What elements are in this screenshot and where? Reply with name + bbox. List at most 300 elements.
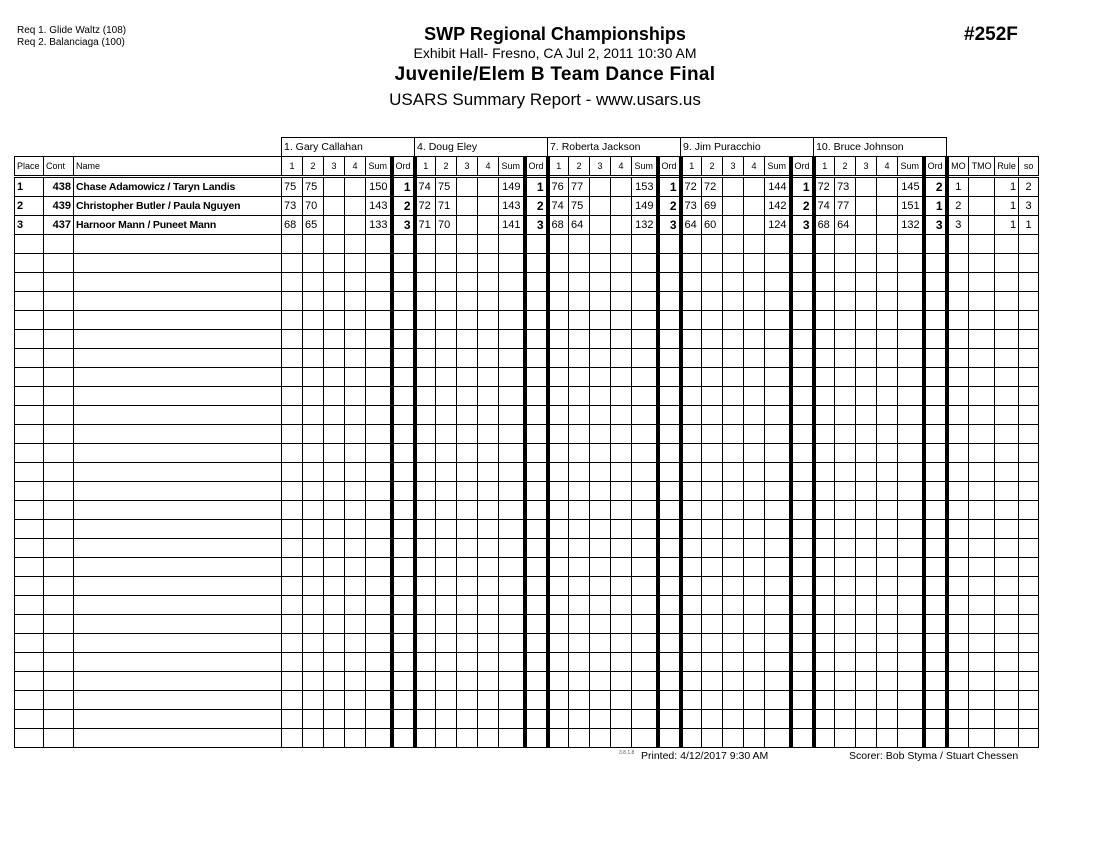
empty-cell: [765, 387, 791, 406]
rule-cell: 1: [995, 216, 1019, 235]
judge4-s1-cell: 73: [681, 197, 702, 216]
empty-cell: [765, 273, 791, 292]
empty-cell: [303, 292, 324, 311]
empty-cell: [658, 501, 681, 520]
empty-cell: [898, 463, 924, 482]
empty-cell: [436, 311, 457, 330]
empty-cell: [324, 406, 345, 425]
empty-cell: [590, 634, 611, 653]
empty-cell: [765, 425, 791, 444]
empty-cell: [681, 311, 702, 330]
empty-cell: [499, 330, 525, 349]
empty-cell: [658, 615, 681, 634]
empty-cell: [15, 349, 44, 368]
empty-cell: [898, 273, 924, 292]
empty-cell: [835, 501, 856, 520]
empty-cell: [74, 444, 282, 463]
empty-cell: [969, 539, 995, 558]
judge4-s1-cell: 64: [681, 216, 702, 235]
empty-cell: [15, 273, 44, 292]
empty-cell: [324, 444, 345, 463]
tmo-cell: [969, 216, 995, 235]
judge-2-name: 4. Doug Eley: [415, 138, 548, 157]
empty-cell: [723, 539, 744, 558]
contestant-number: 437: [44, 216, 74, 235]
empty-cell: [947, 406, 969, 425]
empty-cell: [569, 577, 590, 596]
empty-cell: [744, 615, 765, 634]
empty-cell: [898, 235, 924, 254]
empty-cell: [44, 520, 74, 539]
empty-cell: [723, 634, 744, 653]
empty-cell: [366, 501, 392, 520]
empty-cell: [791, 558, 814, 577]
empty-cell: [15, 539, 44, 558]
empty-cell: [366, 406, 392, 425]
requirement-2: Req 2. Balanciaga (100): [17, 37, 125, 48]
empty-cell: [791, 311, 814, 330]
empty-row: [15, 292, 1039, 311]
empty-cell: [744, 349, 765, 368]
empty-cell: [15, 235, 44, 254]
empty-cell: [499, 463, 525, 482]
empty-cell: [791, 482, 814, 501]
empty-cell: [814, 729, 835, 748]
empty-cell: [457, 520, 478, 539]
so-cell: 3: [1019, 197, 1039, 216]
empty-cell: [436, 444, 457, 463]
empty-cell: [681, 691, 702, 710]
empty-cell: [856, 444, 877, 463]
judge2-ord-cell: 3: [525, 216, 548, 235]
empty-cell: [1019, 482, 1039, 501]
empty-cell: [969, 273, 995, 292]
empty-cell: [877, 672, 898, 691]
empty-cell: [995, 235, 1019, 254]
empty-cell: [611, 596, 632, 615]
empty-cell: [548, 520, 569, 539]
empty-cell: [898, 520, 924, 539]
empty-cell: [877, 406, 898, 425]
judge1-ord-cell: 1: [392, 177, 415, 197]
empty-cell: [969, 577, 995, 596]
empty-cell: [611, 444, 632, 463]
empty-cell: [791, 653, 814, 672]
empty-cell: [702, 710, 723, 729]
empty-cell: [947, 482, 969, 501]
empty-cell: [282, 653, 303, 672]
empty-cell: [877, 539, 898, 558]
empty-cell: [1019, 425, 1039, 444]
empty-cell: [835, 425, 856, 444]
empty-cell: [702, 634, 723, 653]
empty-cell: [457, 710, 478, 729]
empty-cell: [995, 691, 1019, 710]
empty-cell: [658, 463, 681, 482]
empty-cell: [436, 349, 457, 368]
empty-cell: [723, 653, 744, 672]
empty-cell: [392, 273, 415, 292]
empty-cell: [744, 273, 765, 292]
empty-cell: [478, 273, 499, 292]
judge3-ord-cell: 2: [658, 197, 681, 216]
empty-cell: [791, 729, 814, 748]
empty-cell: [324, 425, 345, 444]
empty-cell: [947, 653, 969, 672]
empty-cell: [835, 691, 856, 710]
empty-cell: [765, 368, 791, 387]
empty-cell: [548, 273, 569, 292]
empty-cell: [744, 368, 765, 387]
empty-cell: [791, 501, 814, 520]
empty-cell: [282, 539, 303, 558]
judge-5-name: 10. Bruce Johnson: [814, 138, 947, 157]
empty-cell: [74, 368, 282, 387]
empty-cell: [681, 387, 702, 406]
empty-cell: [814, 634, 835, 653]
empty-cell: [478, 539, 499, 558]
empty-cell: [415, 672, 436, 691]
empty-cell: [303, 368, 324, 387]
empty-cell: [457, 691, 478, 710]
empty-cell: [525, 615, 548, 634]
empty-cell: [15, 406, 44, 425]
empty-cell: [345, 349, 366, 368]
col-judge5-s4: 4: [877, 157, 898, 177]
empty-cell: [835, 710, 856, 729]
empty-cell: [548, 292, 569, 311]
empty-cell: [898, 330, 924, 349]
empty-row: [15, 691, 1039, 710]
judge4-ord-cell: 1: [791, 177, 814, 197]
judge1-sum-cell: 133: [366, 216, 392, 235]
empty-cell: [525, 653, 548, 672]
empty-cell: [947, 520, 969, 539]
empty-cell: [303, 672, 324, 691]
empty-cell: [345, 729, 366, 748]
empty-cell: [924, 292, 947, 311]
empty-cell: [632, 330, 658, 349]
judge3-s1-cell: 68: [548, 216, 569, 235]
empty-cell: [835, 292, 856, 311]
empty-cell: [898, 615, 924, 634]
empty-cell: [877, 577, 898, 596]
empty-cell: [611, 634, 632, 653]
empty-cell: [947, 368, 969, 387]
empty-cell: [525, 520, 548, 539]
empty-cell: [611, 387, 632, 406]
judge5-s3-cell: [856, 197, 877, 216]
empty-cell: [765, 482, 791, 501]
empty-cell: [723, 520, 744, 539]
empty-cell: [924, 615, 947, 634]
empty-cell: [1019, 235, 1039, 254]
empty-cell: [765, 577, 791, 596]
empty-cell: [924, 463, 947, 482]
empty-cell: [814, 691, 835, 710]
empty-cell: [74, 577, 282, 596]
empty-cell: [765, 653, 791, 672]
empty-cell: [366, 292, 392, 311]
empty-cell: [74, 615, 282, 634]
empty-cell: [658, 425, 681, 444]
empty-cell: [681, 634, 702, 653]
empty-cell: [791, 368, 814, 387]
empty-cell: [392, 520, 415, 539]
empty-cell: [611, 425, 632, 444]
empty-cell: [366, 653, 392, 672]
empty-cell: [415, 577, 436, 596]
empty-cell: [457, 729, 478, 748]
empty-cell: [303, 463, 324, 482]
empty-cell: [856, 235, 877, 254]
empty-cell: [569, 653, 590, 672]
empty-cell: [877, 482, 898, 501]
empty-cell: [303, 444, 324, 463]
empty-cell: [525, 501, 548, 520]
empty-cell: [969, 463, 995, 482]
empty-cell: [324, 235, 345, 254]
judge2-s2-cell: 71: [436, 197, 457, 216]
empty-cell: [590, 501, 611, 520]
empty-cell: [345, 235, 366, 254]
empty-cell: [969, 254, 995, 273]
empty-cell: [282, 596, 303, 615]
empty-cell: [436, 330, 457, 349]
empty-cell: [632, 349, 658, 368]
empty-cell: [995, 577, 1019, 596]
empty-cell: [1019, 672, 1039, 691]
empty-cell: [835, 311, 856, 330]
empty-cell: [744, 425, 765, 444]
empty-cell: [499, 615, 525, 634]
empty-cell: [856, 615, 877, 634]
empty-cell: [969, 672, 995, 691]
empty-cell: [702, 330, 723, 349]
empty-cell: [898, 710, 924, 729]
empty-cell: [995, 634, 1019, 653]
judge2-s1-cell: 72: [415, 197, 436, 216]
empty-cell: [15, 368, 44, 387]
col-judge4-ord: Ord: [791, 157, 814, 177]
empty-cell: [744, 596, 765, 615]
empty-cell: [1019, 349, 1039, 368]
empty-cell: [1019, 520, 1039, 539]
empty-cell: [744, 406, 765, 425]
so-cell: 1: [1019, 216, 1039, 235]
empty-cell: [877, 425, 898, 444]
empty-cell: [499, 254, 525, 273]
empty-cell: [415, 311, 436, 330]
empty-cell: [702, 311, 723, 330]
empty-cell: [947, 444, 969, 463]
empty-cell: [303, 425, 324, 444]
judge3-s4-cell: [611, 216, 632, 235]
col-judge5-s3: 3: [856, 157, 877, 177]
empty-cell: [303, 273, 324, 292]
empty-cell: [1019, 311, 1039, 330]
empty-cell: [765, 501, 791, 520]
empty-cell: [791, 691, 814, 710]
empty-cell: [324, 273, 345, 292]
empty-cell: [924, 273, 947, 292]
empty-cell: [791, 406, 814, 425]
tmo-cell: [969, 197, 995, 216]
empty-cell: [898, 406, 924, 425]
empty-cell: [436, 539, 457, 558]
empty-cell: [791, 330, 814, 349]
judge2-s1-cell: 74: [415, 177, 436, 197]
empty-cell: [856, 539, 877, 558]
empty-cell: [366, 254, 392, 273]
empty-cell: [590, 558, 611, 577]
judge5-sum-cell: 132: [898, 216, 924, 235]
empty-cell: [744, 710, 765, 729]
empty-cell: [478, 558, 499, 577]
empty-cell: [814, 596, 835, 615]
empty-cell: [590, 653, 611, 672]
empty-cell: [947, 634, 969, 653]
empty-cell: [835, 482, 856, 501]
empty-cell: [366, 539, 392, 558]
judge2-s2-cell: 70: [436, 216, 457, 235]
empty-cell: [74, 520, 282, 539]
empty-cell: [44, 558, 74, 577]
empty-cell: [478, 653, 499, 672]
judge5-ord-cell: 2: [924, 177, 947, 197]
empty-row: [15, 501, 1039, 520]
report-subtitle: USARS Summary Report - www.usars.us: [389, 90, 701, 109]
empty-cell: [436, 615, 457, 634]
empty-cell: [723, 349, 744, 368]
empty-cell: [924, 520, 947, 539]
empty-cell: [44, 368, 74, 387]
empty-cell: [791, 463, 814, 482]
judge4-ord-cell: 2: [791, 197, 814, 216]
empty-cell: [303, 330, 324, 349]
empty-cell: [569, 482, 590, 501]
empty-cell: [814, 254, 835, 273]
empty-cell: [590, 273, 611, 292]
empty-cell: [611, 463, 632, 482]
empty-cell: [457, 311, 478, 330]
empty-cell: [569, 615, 590, 634]
empty-cell: [947, 577, 969, 596]
empty-cell: [569, 634, 590, 653]
empty-cell: [765, 729, 791, 748]
empty-cell: [947, 710, 969, 729]
empty-cell: [15, 729, 44, 748]
empty-cell: [658, 292, 681, 311]
empty-cell: [392, 387, 415, 406]
empty-cell: [835, 653, 856, 672]
empty-cell: [303, 729, 324, 748]
empty-cell: [345, 691, 366, 710]
empty-cell: [282, 520, 303, 539]
empty-cell: [995, 444, 1019, 463]
empty-cell: [723, 406, 744, 425]
printed-timestamp: Printed: 4/12/2017 9:30 AM: [641, 750, 769, 762]
empty-cell: [548, 672, 569, 691]
empty-cell: [569, 691, 590, 710]
empty-cell: [632, 368, 658, 387]
empty-cell: [947, 349, 969, 368]
judge3-s3-cell: [590, 177, 611, 197]
col-judge1-s4: 4: [345, 157, 366, 177]
empty-cell: [995, 501, 1019, 520]
empty-cell: [681, 558, 702, 577]
empty-cell: [814, 710, 835, 729]
empty-cell: [525, 235, 548, 254]
empty-cell: [525, 254, 548, 273]
empty-cell: [877, 330, 898, 349]
empty-cell: [924, 501, 947, 520]
col-judge5-s2: 2: [835, 157, 856, 177]
empty-cell: [924, 596, 947, 615]
empty-cell: [324, 615, 345, 634]
empty-cell: [74, 254, 282, 273]
empty-cell: [569, 349, 590, 368]
empty-cell: [569, 596, 590, 615]
judge1-s1-cell: 68: [282, 216, 303, 235]
empty-cell: [969, 406, 995, 425]
empty-cell: [898, 444, 924, 463]
empty-cell: [856, 729, 877, 748]
empty-cell: [611, 368, 632, 387]
empty-cell: [478, 672, 499, 691]
col-place: Place: [15, 157, 44, 177]
empty-cell: [478, 349, 499, 368]
empty-cell: [590, 292, 611, 311]
empty-cell: [282, 710, 303, 729]
empty-cell: [345, 292, 366, 311]
empty-cell: [478, 691, 499, 710]
empty-cell: [995, 273, 1019, 292]
col-judge2-s3: 3: [457, 157, 478, 177]
col-judge4-s4: 4: [744, 157, 765, 177]
empty-cell: [969, 482, 995, 501]
empty-cell: [765, 444, 791, 463]
empty-cell: [877, 691, 898, 710]
empty-cell: [345, 406, 366, 425]
empty-cell: [457, 292, 478, 311]
empty-cell: [74, 539, 282, 558]
empty-cell: [548, 368, 569, 387]
empty-cell: [632, 634, 658, 653]
empty-cell: [969, 368, 995, 387]
judge5-sum-cell: 145: [898, 177, 924, 197]
empty-cell: [436, 463, 457, 482]
empty-cell: [791, 615, 814, 634]
empty-cell: [611, 577, 632, 596]
empty-cell: [15, 425, 44, 444]
empty-cell: [995, 292, 1019, 311]
empty-cell: [947, 729, 969, 748]
empty-cell: [15, 387, 44, 406]
empty-cell: [303, 558, 324, 577]
empty-cell: [457, 672, 478, 691]
empty-cell: [969, 634, 995, 653]
empty-cell: [969, 615, 995, 634]
empty-cell: [702, 482, 723, 501]
empty-cell: [303, 691, 324, 710]
empty-cell: [658, 539, 681, 558]
empty-cell: [590, 520, 611, 539]
empty-cell: [856, 311, 877, 330]
empty-cell: [74, 482, 282, 501]
empty-cell: [791, 387, 814, 406]
empty-cell: [590, 387, 611, 406]
